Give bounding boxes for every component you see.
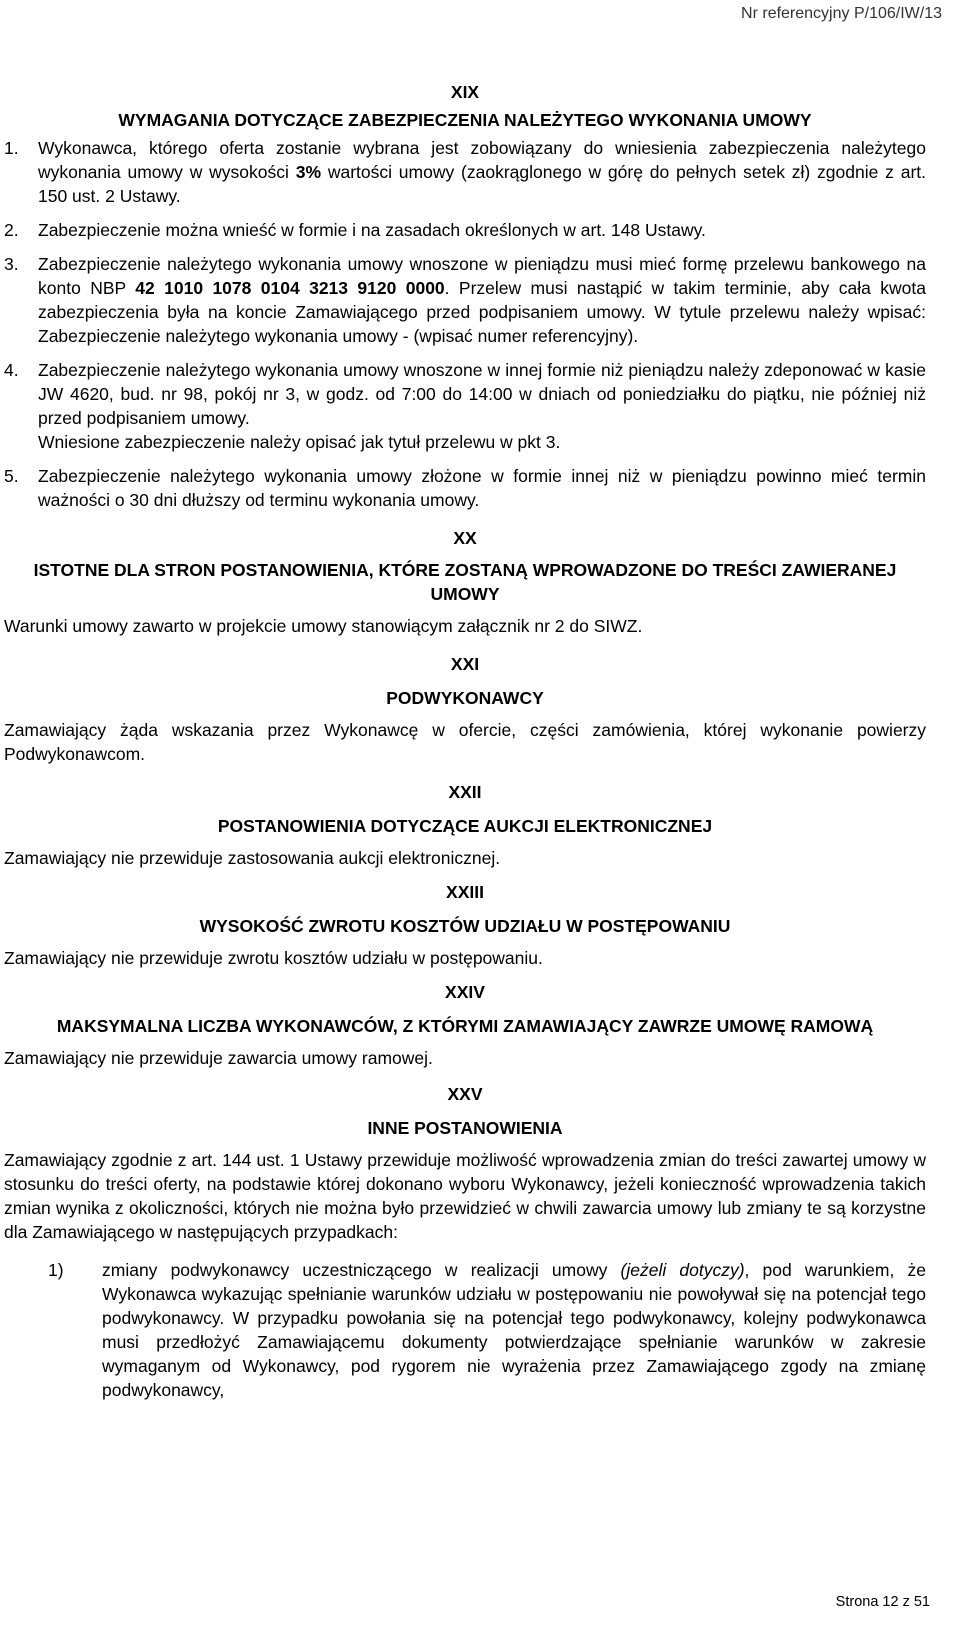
- item-text-part: Wniesione zabezpieczenie należy opisać jak tytuł przelewu w pkt 3.: [38, 432, 561, 452]
- item-number: 2.: [4, 220, 19, 240]
- item-number: 4.: [4, 360, 19, 380]
- section-body: Zamawiający nie przewiduje zwrotu kosztów udziału w postępowaniu.: [4, 948, 543, 968]
- section-number: XX: [453, 528, 477, 548]
- section-title: MAKSYMALNA LICZBA WYKONAWCÓW, Z KTÓRYMI ZAMAWIAJĄCY ZAWRZE UMOWĘ RAMOWĄ: [56, 1016, 874, 1036]
- item-number: 1.: [4, 138, 19, 158]
- section-number: XXIV: [445, 982, 485, 1002]
- item-text-part: Zabezpieczenie należytego wykonania umowy wnoszone w pieniądzu musi mieć formę przelewu bankowego na konto NBP: [38, 254, 926, 298]
- item-text-part: Zabezpieczenie należytego wykonania umowy wnoszone w innej formie niż pieniądzu należy zdeponować w kasie JW 4620, bud. nr 98, pokój nr 3, w godz. od 7:00 do 14:00 w dniach od poniedziałku do piątku, nie później niż przed podpisaniem umowy.: [38, 360, 926, 428]
- item-text-bold: 3%: [295, 162, 322, 182]
- item-text: Zabezpieczenie można wnieść w formie i na zasadach określonych w art. 148 Ustawy.: [38, 220, 706, 240]
- page-number: Strona 12 z 51: [835, 1594, 930, 1610]
- item-text-part: , pod warunkiem, że Wykonawca wykazując spełnianie warunków udziału w postępowaniu nie powoływał się na potencjał tego podwykonawcy. W przypadku powołania się na potencjał tego podwykonawcy, kolejny podwykonawca musi przedłożyć Zamawiającemu dokumenty potwierdzające spełnianie warunków w zakresie wymaganym od Wykonawcy, pod rygorem nie wyrażenia przez Zamawiającego zgody na zmianę podwykonawcy,: [102, 1260, 926, 1400]
- section-title: WYSOKOŚĆ ZWROTU KOSZTÓW UDZIAŁU W POSTĘPOWANIU: [199, 916, 731, 936]
- section-title: WYMAGANIA DOTYCZĄCE ZABEZPIECZENIA NALEŻYTEGO WYKONANIA UMOWY: [118, 110, 812, 130]
- section-body: Zamawiający zgodnie z art. 144 ust. 1 Ustawy przewiduje możliwość wprowadzenia zmian do treści zawartej umowy w stosunku do treści oferty, na podstawie której dokonano wyboru Wykonawcy, jeżeli konieczność wprowadzenia takich zmian wynika z okoliczności, których nie można było przewidzieć w chwili zawarcia umowy lub zmiany te są korzystne dla Zamawiającego w następujących przypadkach:: [4, 1150, 926, 1242]
- item-text: [38, 358, 926, 454]
- list-item: [4, 136, 926, 208]
- list-item: [48, 1258, 926, 1402]
- item-text-part: . Przelew musi nastąpić w takim terminie, aby cała kwota zabezpieczenia była na koncie Zamawiającego przed podpisaniem umowy. W tytule przelewu należy wpisać: Zabezpieczenie należytego wykonania umowy - (wpisać numer referencyjny).: [38, 278, 927, 346]
- list-item: [4, 358, 926, 454]
- section-body: Zamawiający nie przewiduje zastosowania aukcji elektronicznej.: [4, 848, 501, 868]
- section-number: XXII: [448, 782, 482, 802]
- section-title: POSTANOWIENIA DOTYCZĄCE AUKCJI ELEKTRONICZNEJ: [217, 816, 713, 836]
- section-body: Zamawiający nie przewiduje zawarcia umowy ramowej.: [4, 1048, 433, 1068]
- section-title: INNE POSTANOWIENIA: [367, 1118, 563, 1138]
- section-number: XXIII: [446, 882, 484, 902]
- item-number: 5.: [4, 466, 19, 486]
- account-number: 42 1010 1078 0104 3213 9120 0000: [135, 278, 445, 298]
- section-title: ISTOTNE DLA STRON POSTANOWIENIA, KTÓRE ZOSTANĄ WPROWADZONE DO TREŚCI ZAWIERANEJ UMOWY: [33, 560, 897, 604]
- item-text-part: Wykonawca, którego oferta zostanie wybrana jest zobowiązany do wniesienia zabezpieczenia należytego wykonania umowy w wysokości: [38, 138, 926, 182]
- item-text-part: wartości umowy (zaokrąglonego w górę do pełnych setek zł) zgodnie z art. 150 ust. 2 Ustawy.: [38, 162, 926, 206]
- section-body: Zamawiający żąda wskazania przez Wykonawcę w ofercie, części zamówienia, której wykonanie powierzy Podwykonawcom.: [4, 720, 926, 764]
- item-text-italic: (jeżeli dotyczy): [620, 1260, 745, 1280]
- item-number: 1): [48, 1260, 64, 1280]
- list-item: [4, 218, 926, 242]
- reference-number: Nr referencyjny P/106/IW/13: [741, 5, 942, 22]
- section-number: XXI: [450, 654, 480, 674]
- section-number: XXV: [447, 1084, 483, 1104]
- document-content: [4, 80, 926, 1402]
- item-text: Zabezpieczenie należytego wykonania umowy złożone w formie innej niż w pieniądzu powinno mieć termin ważności o 30 dni dłuższy od terminu wykonania umowy.: [38, 466, 926, 510]
- list-item: [4, 464, 926, 512]
- list-item: [4, 252, 926, 348]
- item-text: [38, 252, 926, 348]
- section-body: Warunki umowy zawarto w projekcie umowy stanowiącym załącznik nr 2 do SIWZ.: [4, 616, 643, 636]
- section-title: PODWYKONAWCY: [386, 688, 544, 708]
- item-text: [102, 1258, 926, 1402]
- item-text: [38, 136, 926, 208]
- item-number: 3.: [4, 254, 19, 274]
- section-number: XIX: [450, 82, 480, 102]
- item-text-part: zmiany podwykonawcy uczestniczącego w realizacji umowy: [102, 1260, 621, 1280]
